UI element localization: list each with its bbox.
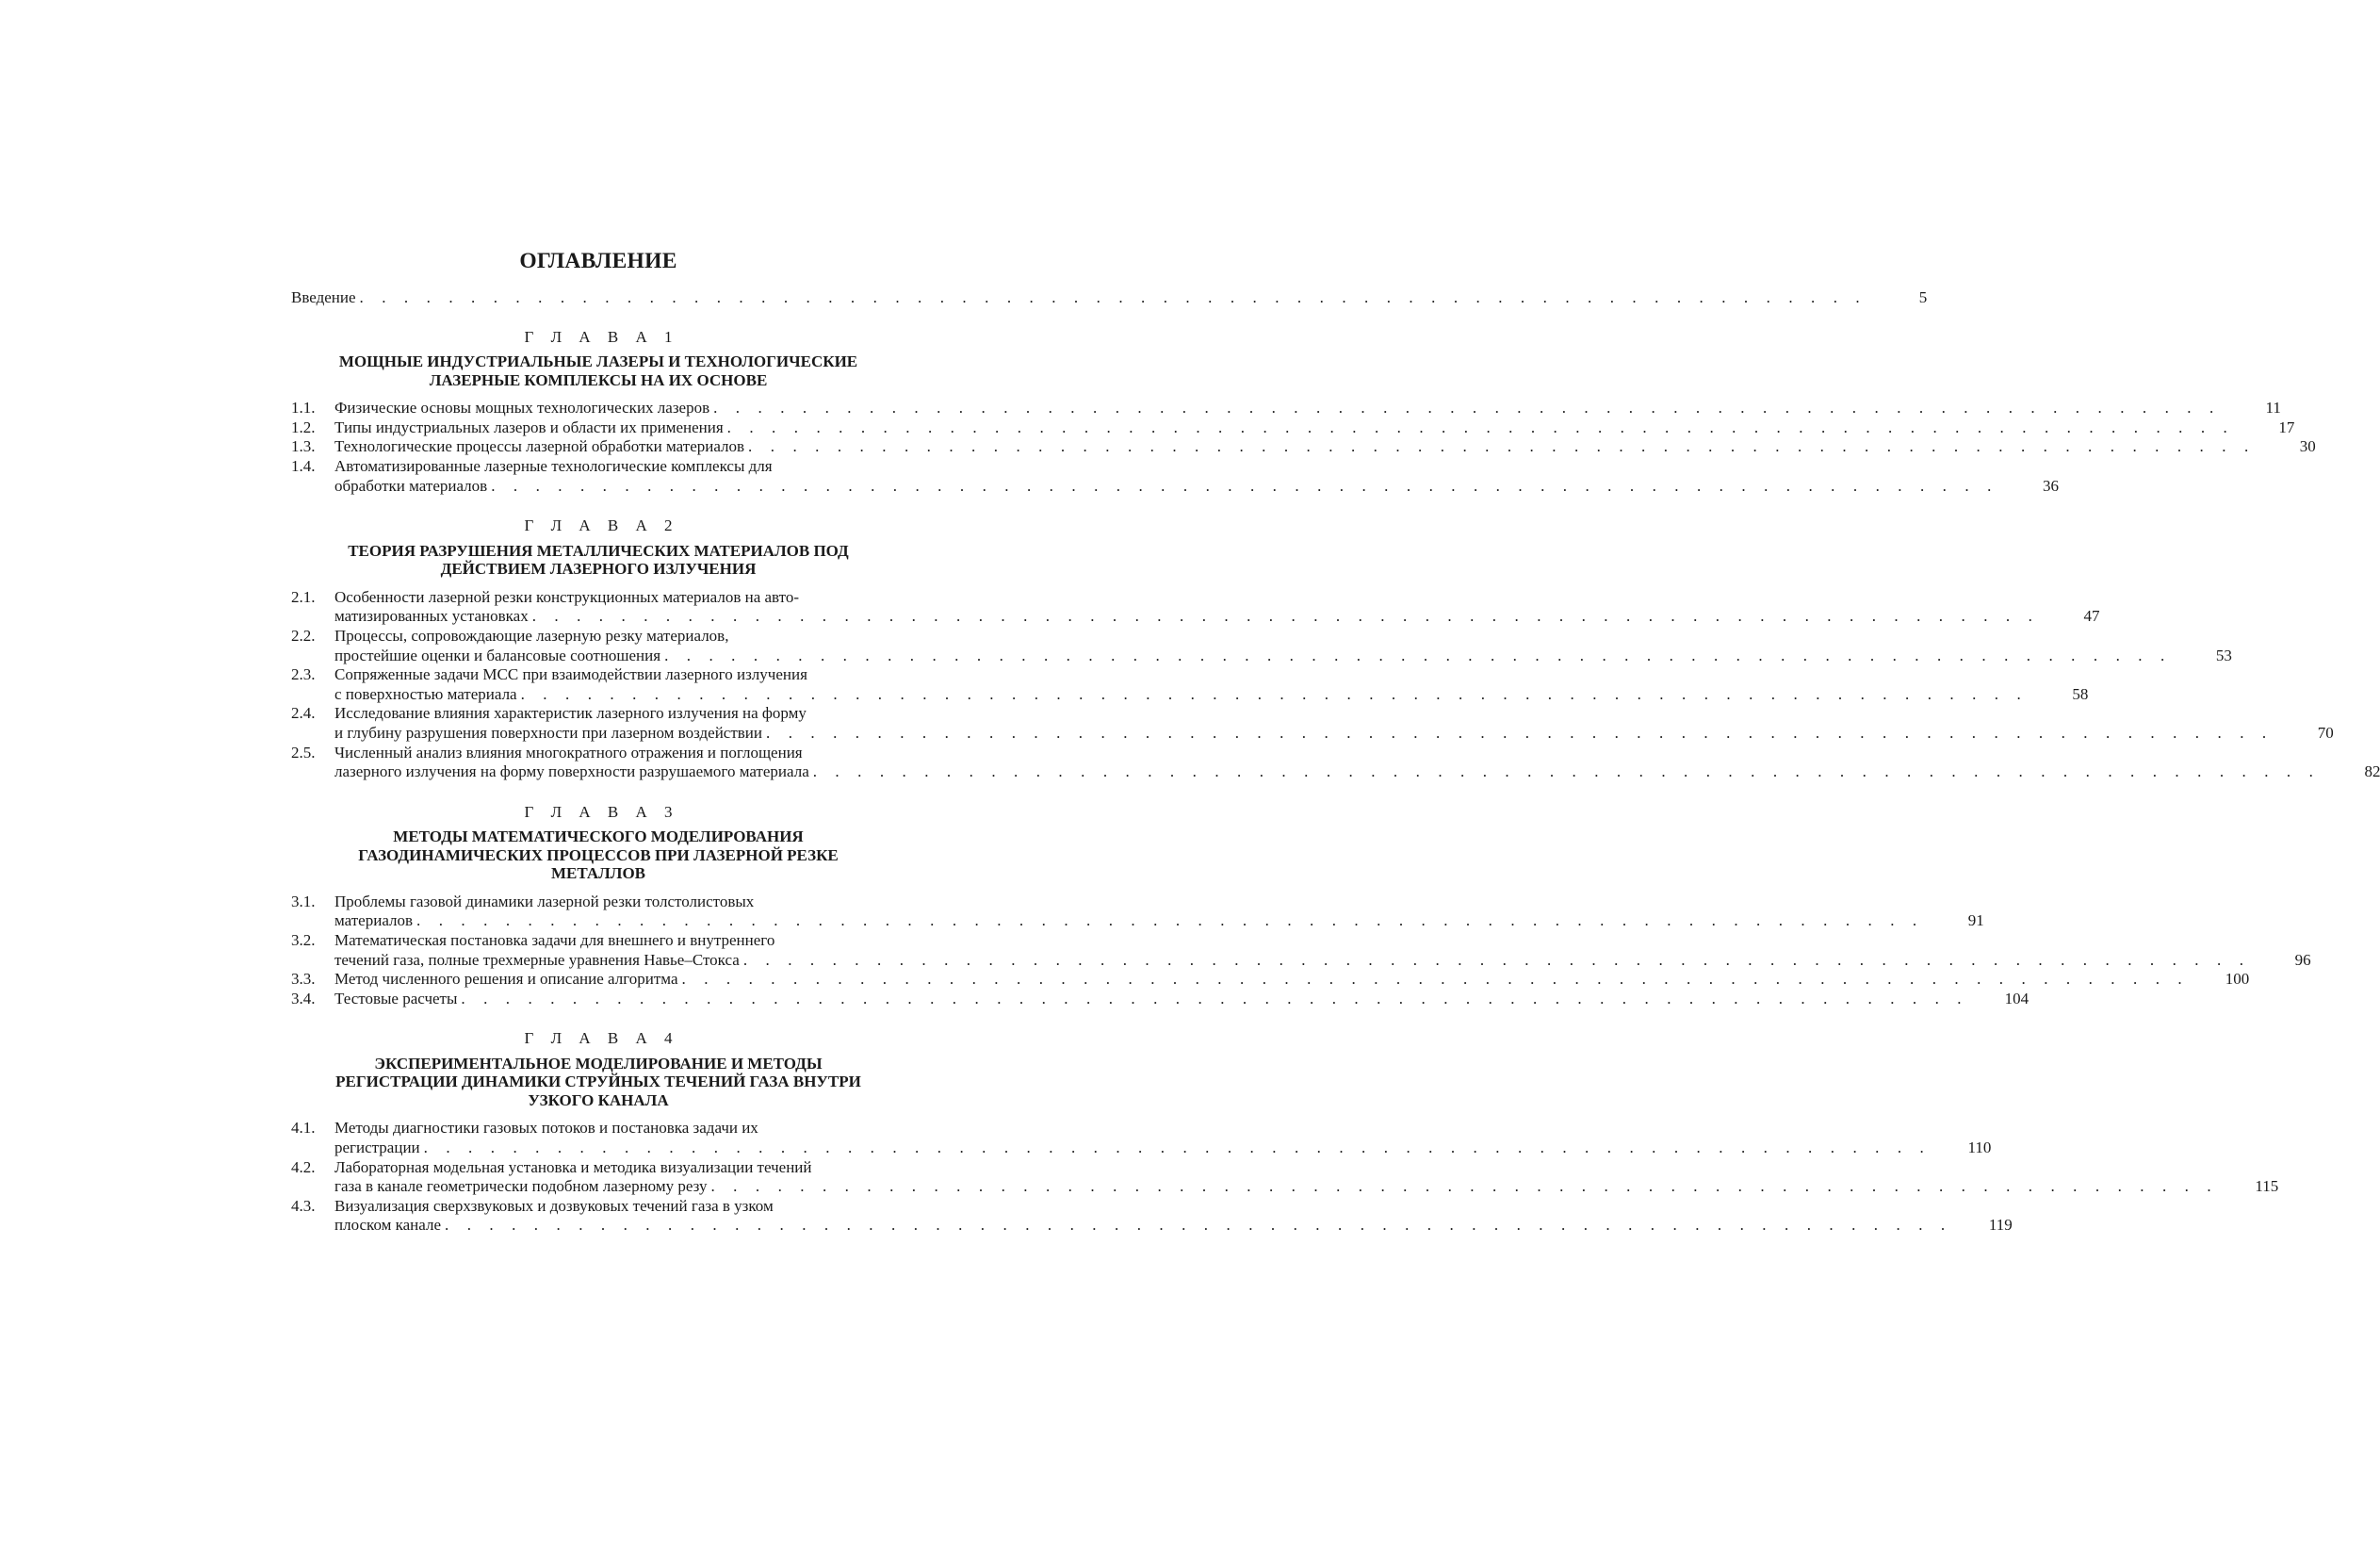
chapter-title: [291, 1055, 905, 1110]
dot-leader: . . . . . . . . . . . . . . . . . . . . . . . . . . . . . . . . . . . . . . . . . . . . . . . . . . . . . . . . . . . . . . . . . . . .: [491, 476, 1998, 495]
chapter-title: [291, 352, 905, 389]
chapter-title-line: УЗКОГО КАНАЛА: [528, 1090, 669, 1109]
chapters-container: [291, 327, 2380, 1236]
entry-body: [334, 744, 2380, 782]
entry-line: [334, 951, 2311, 971]
entry-title: матизированных установках: [334, 607, 529, 626]
entry-title: регистрации: [334, 1138, 420, 1157]
section-number: 3.1.: [291, 892, 316, 910]
section-number: 3.3.: [291, 970, 316, 989]
page-number: 53: [2215, 646, 2232, 664]
toc-entry[interactable]: [291, 930, 2311, 970]
page-number: 119: [1988, 1216, 2013, 1235]
entry-line: [334, 1158, 2278, 1178]
section-number: 2.3.: [291, 665, 316, 684]
page-number: 36: [2042, 476, 2059, 495]
dot-leader: . . . . . . . . . . . . . . . . . . . . . . . . . . . . . . . . . . . . . . . . . . . . . . . . . . . . . . . . . . . . . . . . . . . .: [726, 418, 2235, 436]
chapter-title-line: ЭКСПЕРИМЕНТАЛЬНОЕ МОДЕЛИРОВАНИЕ И МЕТОДЫ: [374, 1054, 823, 1073]
dot-leader: . . . . . . . . . . . . . . . . . . . . . . . . . . . . . . . . . . . . . . . . . . . . . . . . . . . . . . . . . . . . . . . . . . . .: [766, 723, 2274, 742]
toc-entry[interactable]: [291, 704, 2334, 743]
entry-title: лазерного излучения на форму поверхности разрушаемого материала: [334, 762, 809, 781]
entry-line: [334, 931, 2311, 951]
page-number: 11: [2265, 399, 2281, 418]
chapter-title-line: МЕТОДЫ МАТЕМАТИЧЕСКОГО МОДЕЛИРОВАНИЯ: [393, 827, 804, 846]
entry-title: Автоматизированные лазерные технологические комплексы для: [334, 456, 773, 475]
entry-title: Типы индустриальных лазеров и области их применения: [334, 418, 724, 436]
entry-line: [334, 724, 2334, 744]
chapter-title-line: РЕГИСТРАЦИИ ДИНАМИКИ СТРУЙНЫХ ТЕЧЕНИЙ ГАЗА ВНУТРИ: [335, 1073, 861, 1091]
entry-title: Сопряженные задачи МСС при взаимодействии лазерного излучения: [334, 665, 807, 684]
dot-leader: . . . . . . . . . . . . . . . . . . . . . . . . . . . . . . . . . . . . . . . . . . . . . . . . . . . . . . . . . . . . . . . . . . . .: [748, 437, 2256, 456]
entry-line: [334, 1197, 2013, 1217]
entry-body: [334, 893, 1984, 931]
toc-entry[interactable]: [291, 970, 2250, 990]
toc-entry[interactable]: [291, 399, 2281, 418]
entry-title: Введение: [291, 288, 356, 306]
entry-line: [334, 399, 2281, 418]
entry-line: [334, 437, 2316, 457]
toc-entry[interactable]: [291, 437, 2316, 457]
chapter-title-line: МЕТАЛЛОВ: [550, 864, 646, 883]
entry-title: газа в канале геометрически подобном лазерному резу: [334, 1177, 708, 1196]
entry-title: плоском канале: [334, 1216, 441, 1235]
chapter-section: [291, 516, 2380, 782]
chapter-title: [291, 827, 905, 883]
entry-body: [334, 588, 2099, 627]
section-number: 4.3.: [291, 1196, 316, 1215]
entry-line: [334, 1119, 1991, 1138]
entry-line: [334, 588, 2099, 608]
entry-title: Методы диагностики газовых потоков и постановка задачи их: [334, 1119, 758, 1138]
dot-leader: . . . . . . . . . . . . . . . . . . . . . . . . . . . . . . . . . . . . . . . . . . . . . . . . . . . . . . . . . . . . . . . . . . . .: [664, 646, 2172, 664]
dot-leader: . . . . . . . . . . . . . . . . . . . . . . . . . . . . . . . . . . . . . . . . . . . . . . . . . . . . . . . . . . . . . . . . . . . .: [742, 950, 2251, 969]
chapter-label: Г Л А В А 3: [524, 802, 679, 821]
page-number: 70: [2317, 723, 2334, 742]
section-number: 2.4.: [291, 704, 316, 723]
entry-body: [334, 418, 2294, 438]
page-title: ОГЛАВЛЕНИЕ: [519, 249, 677, 273]
dot-leader: . . . . . . . . . . . . . . . . . . . . . . . . . . . . . . . . . . . . . . . . . . . . . . . . . . . . . . . . . . . . . . . . . . . .: [359, 288, 1867, 306]
section-number: 1.3.: [291, 437, 316, 456]
entry-title: Физические основы мощных технологических лазеров: [334, 399, 710, 418]
chapter-title-line: МОЩНЫЕ ИНДУСТРИАЛЬНЫЕ ЛАЗЕРЫ И ТЕХНОЛОГИЧЕСКИЕ: [338, 352, 858, 371]
section-number: 4.1.: [291, 1119, 316, 1138]
section-number: 2.5.: [291, 743, 316, 762]
page-number: 17: [2278, 418, 2295, 436]
chapter-label: Г Л А В А 4: [524, 1029, 679, 1048]
entry-body: [334, 931, 2311, 970]
entry-line: [334, 477, 2059, 497]
section-number: 1.1.: [291, 399, 316, 418]
entry-title: Проблемы газовой динамики лазерной резки толстолистовых: [334, 892, 755, 910]
page-number: 104: [2004, 989, 2030, 1007]
dot-leader: . . . . . . . . . . . . . . . . . . . . . . . . . . . . . . . . . . . . . . . . . . . . . . . . . . . . . . . . . . . . . . . . . . . .: [445, 1216, 1952, 1235]
page-number: 47: [2083, 607, 2100, 626]
entry-line: [334, 607, 2099, 627]
page-number: 100: [2225, 970, 2250, 989]
toc-entry[interactable]: [291, 626, 2232, 665]
entry-body: [334, 399, 2281, 418]
page-number: 30: [2299, 437, 2316, 456]
chapter-label: Г Л А В А 1: [524, 327, 679, 346]
toc-entry[interactable]: [291, 743, 2380, 782]
entry-line: [334, 418, 2294, 438]
chapter-title-line: ТЕОРИЯ РАЗРУШЕНИЯ МЕТАЛЛИЧЕСКИХ МАТЕРИАЛОВ ПОД: [348, 541, 849, 560]
entry-line: [334, 457, 2059, 477]
chapter-label: Г Л А В А 2: [524, 516, 679, 535]
dot-leader: . . . . . . . . . . . . . . . . . . . . . . . . . . . . . . . . . . . . . . . . . . . . . . . . . . . . . . . . . . . . . . . . . . . .: [423, 1138, 1932, 1157]
entry-line: [334, 1138, 1991, 1158]
entry-title: Лабораторная модельная установка и методика визуализации течений: [334, 1157, 812, 1176]
toc-entry[interactable]: [291, 1119, 1992, 1157]
entry-body: [334, 665, 2088, 704]
page-number: 115: [2255, 1177, 2279, 1196]
dot-leader: . . . . . . . . . . . . . . . . . . . . . . . . . . . . . . . . . . . . . . . . . . . . . . . . . . . . . . . . . . . . . . . . . . . .: [812, 762, 2321, 781]
dot-leader: . . . . . . . . . . . . . . . . . . . . . . . . . . . . . . . . . . . . . . . . . . . . . . . . . . . . . . . . . . . . . . . . . . . .: [461, 989, 1969, 1007]
section-number: 2.2.: [291, 626, 316, 645]
section-number: 3.4.: [291, 989, 316, 1007]
section-number: 1.2.: [291, 418, 316, 436]
entry-line: [334, 627, 2232, 647]
entry-title: Особенности лазерной резки конструкционных материалов на авто-: [334, 587, 799, 606]
entry-title: с поверхностью материала: [334, 684, 517, 703]
chapter-title-line: ДЕЙСТВИЕМ ЛАЗЕРНОГО ИЗЛУЧЕНИЯ: [440, 560, 757, 579]
section-number: 4.2.: [291, 1157, 316, 1176]
entry-body: [334, 1158, 2278, 1197]
entry-title: и глубину разрушения поверхности при лазерном воздействии: [334, 723, 762, 742]
entry-title: Математическая постановка задачи для внешнего и внутреннего: [334, 930, 775, 949]
section-number: 2.1.: [291, 587, 316, 606]
entry-body: [334, 704, 2334, 743]
entry-line: [334, 911, 1984, 931]
entry-line: [334, 744, 2380, 763]
entry-title: Процессы, сопровождающие лазерную резку материалов,: [334, 626, 729, 645]
dot-leader: . . . . . . . . . . . . . . . . . . . . . . . . . . . . . . . . . . . . . . . . . . . . . . . . . . . . . . . . . . . . . . . . . . . .: [713, 399, 2221, 418]
chapter-section: [291, 1029, 2279, 1236]
entry-title: течений газа, полные трехмерные уравнения Навье–Стокса: [334, 950, 740, 969]
dot-leader: . . . . . . . . . . . . . . . . . . . . . . . . . . . . . . . . . . . . . . . . . . . . . . . . . . . . . . . . . . . . . . . . . . . .: [710, 1177, 2219, 1196]
chapter-section: [291, 802, 2311, 1009]
entry-title: материалов: [334, 911, 414, 930]
page-number: 91: [1967, 911, 1984, 930]
entry-body: [334, 627, 2232, 665]
page-number: 96: [2294, 950, 2311, 969]
chapter-title-line: ГАЗОДИНАМИЧЕСКИХ ПРОЦЕССОВ ПРИ ЛАЗЕРНОЙ РЕЗКЕ: [358, 845, 839, 864]
chapter-section: [291, 327, 2316, 497]
entry-title: Исследование влияния характеристик лазерного излучения на форму: [334, 704, 807, 723]
page-number: 5: [1918, 288, 1928, 306]
toc-entry[interactable]: [291, 587, 2100, 627]
page-number: 110: [1967, 1138, 1992, 1157]
toc-entry[interactable]: [291, 1196, 2013, 1236]
table-of-contents: [291, 247, 2380, 1256]
chapter-title: [291, 542, 905, 579]
entry-title: Численный анализ влияния многократного отражения и поглощения: [334, 743, 803, 762]
toc-entry[interactable]: [291, 665, 2089, 704]
page-number: 82: [2364, 762, 2380, 781]
entry-line: [334, 893, 1984, 912]
entry-body: [334, 1197, 2013, 1236]
toc-entry[interactable]: [291, 1157, 2279, 1197]
dot-leader: . . . . . . . . . . . . . . . . . . . . . . . . . . . . . . . . . . . . . . . . . . . . . . . . . . . . . . . . . . . . . . . . . . . .: [681, 970, 2190, 989]
toc-entry[interactable]: [291, 456, 2059, 496]
entry-title: простейшие оценки и балансовые соотношения: [334, 646, 661, 664]
section-number: 3.2.: [291, 930, 316, 949]
toc-entry[interactable]: [291, 892, 1984, 931]
toc-entry[interactable]: [291, 989, 2030, 1009]
entry-body: [334, 437, 2316, 457]
dot-leader: . . . . . . . . . . . . . . . . . . . . . . . . . . . . . . . . . . . . . . . . . . . . . . . . . . . . . . . . . . . . . . . . . . . .: [531, 607, 2040, 626]
toc-entry-introduction[interactable]: [291, 288, 1928, 308]
entry-line: [334, 970, 2249, 990]
entry-title: Визуализация сверхзвуковых и дозвуковых течений газа в узком: [334, 1196, 774, 1215]
entry-line: [334, 1216, 2013, 1236]
toc-entry[interactable]: [291, 418, 2295, 438]
entry-body: [334, 970, 2249, 990]
entry-title: Тестовые расчеты: [334, 989, 458, 1007]
chapter-title-line: ЛАЗЕРНЫЕ КОМПЛЕКСЫ НА ИХ ОСНОВЕ: [429, 370, 768, 389]
entry-body: [334, 457, 2059, 496]
entry-title: Метод численного решения и описание алгоритма: [334, 970, 678, 989]
entry-line: [334, 685, 2088, 705]
entry-line: [334, 647, 2232, 666]
entry-line: [334, 762, 2380, 782]
entry-title: обработки материалов: [334, 476, 488, 495]
entry-body: [334, 990, 2029, 1009]
entry-line: [334, 990, 2029, 1009]
section-number: 1.4.: [291, 456, 316, 475]
dot-leader: . . . . . . . . . . . . . . . . . . . . . . . . . . . . . . . . . . . . . . . . . . . . . . . . . . . . . . . . . . . . . . . . . . . .: [520, 684, 2029, 703]
entry-line: [334, 704, 2334, 724]
entry-body: [334, 1119, 1991, 1157]
page-number: 58: [2072, 684, 2089, 703]
entry-title: Технологические процессы лазерной обработки материалов: [334, 437, 745, 456]
entry-line: [334, 665, 2088, 685]
entry-line: [334, 1177, 2278, 1197]
dot-leader: . . . . . . . . . . . . . . . . . . . . . . . . . . . . . . . . . . . . . . . . . . . . . . . . . . . . . . . . . . . . . . . . . . . .: [416, 911, 1924, 930]
